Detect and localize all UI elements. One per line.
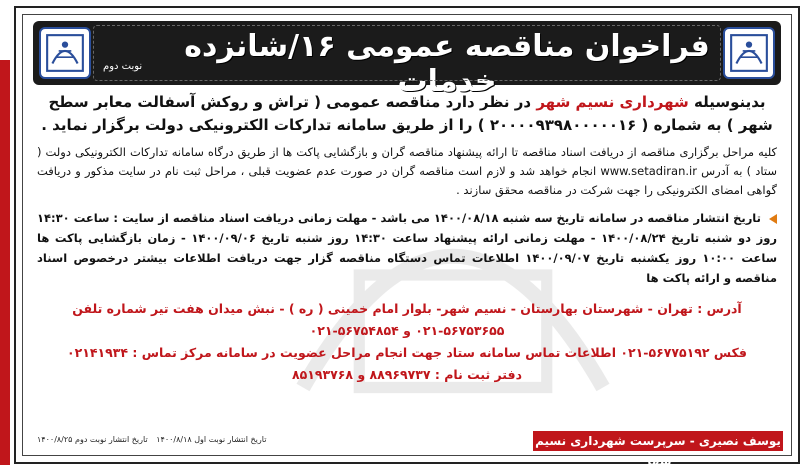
advertisement-frame <box>14 6 800 468</box>
emblem-icon <box>728 32 770 74</box>
signature-bar: یوسف نصیری - سرپرست شهرداری نسیم شهر <box>533 431 783 451</box>
schedule-text: تاریخ انتشار مناقصه در سامانه تاریخ سه شنبه ۱۴۰۰/۰۸/۱۸ می باشد - مهلت زمانی دریافت اسناد مناقصه از سایت : ساعت ۱۴:۳۰ روز دو شنبه تاریخ ۱۴۰۰/۰۸/۲۴ - مهلت زمانی ارائه پیشنهاد ساعت ۱۴:۳۰ روز شنبه تاریخ ۱۴۰۰/۰۹/۰۶ - زمان بازگشایی پاکت ها ساعت ۱۰:۰۰ روز یکشنبه تاریخ ۱۴۰۰/۰۹/۰۷ اطلاعات تماس دستگاه مناقصه گزار جهت دریافت اطلاعات بیشتر درخصوص اسناد مناقصه و ارائه پاکت ها <box>37 211 778 285</box>
bullet-arrow-icon <box>769 214 777 224</box>
registry-line: دفتر ثبت نام : ۸۸۹۶۹۷۳۷ و ۸۵۱۹۳۷۶۸ <box>291 367 523 382</box>
contact-block <box>37 298 777 386</box>
schedule-paragraph <box>37 208 777 288</box>
lead-rest: در نظر دارد مناقصه عمومی ( تراش و روکش آسفالت معابر سطح شهر ) به شماره ( ۲۰۰۰۰۹۳۹۸۰۰۰۰۰۱۶ ) را از طریق سامانه تدارکات الکترونیکی دولت برگزار نماید . <box>41 93 773 134</box>
turn-badge: نوبت دوم <box>103 61 143 72</box>
emblem-icon <box>44 32 86 74</box>
municipality-logo-left <box>39 27 91 79</box>
date-second: تاریخ انتشار نوبت دوم ۱۴۰۰/۸/۲۵ <box>37 435 148 444</box>
procedure-paragraph: کلیه مراحل برگزاری مناقصه از دریافت اسناد مناقصه تا ارائه پیشنهاد مناقصه گران و بازگشایی پاکت ها از طریق درگاه سامانه تدارکات الکترونیکی دولت ( ستاد ) به آدرس www.setadiran.ir انجام خواهد شد و لازم است مناقصه گران در صورت عدم عضویت قبلی ، مراحل ثبت نام در سایت مذکور و دریافت گواهی امضای الکترونیکی را جهت شرکت در مناقصه محقق سازند . <box>37 145 777 197</box>
organization-name: شهرداری نسیم شهر <box>536 93 689 111</box>
page-title: فراخوان مناقصه عمومی ۱۶/شانزده خدمات <box>184 29 710 99</box>
date-first: تاریخ انتشار نوبت اول ۱۴۰۰/۸/۱۸ <box>156 435 267 444</box>
footer <box>27 431 787 468</box>
address-line: آدرس : تهران - شهرستان بهارستان - نسیم شهر- بلوار امام خمینی ( ره ) - نبش میدان هفت تیر شماره تلفن ۵۶۷۵۳۶۵۵-۰۲۱ و ۵۶۷۵۴۸۵۴-۰۲۱ <box>72 301 742 338</box>
lead-prefix: بدینوسیله <box>694 93 766 111</box>
fax-line: فکس ۵۶۷۷۵۱۹۲-۰۲۱ اطلاعات تماس سامانه ستاد جهت انجام مراحل عضویت در سامانه مرکز تماس : ۰۲۱۴۱۹۳۴ <box>67 345 747 360</box>
lead-sentence <box>37 91 777 137</box>
left-accent-bar <box>0 60 10 465</box>
inner-border <box>22 14 792 468</box>
notice-body <box>37 91 777 386</box>
municipality-logo-right <box>723 27 775 79</box>
title-banner <box>33 21 781 99</box>
publication-dates <box>31 435 266 444</box>
